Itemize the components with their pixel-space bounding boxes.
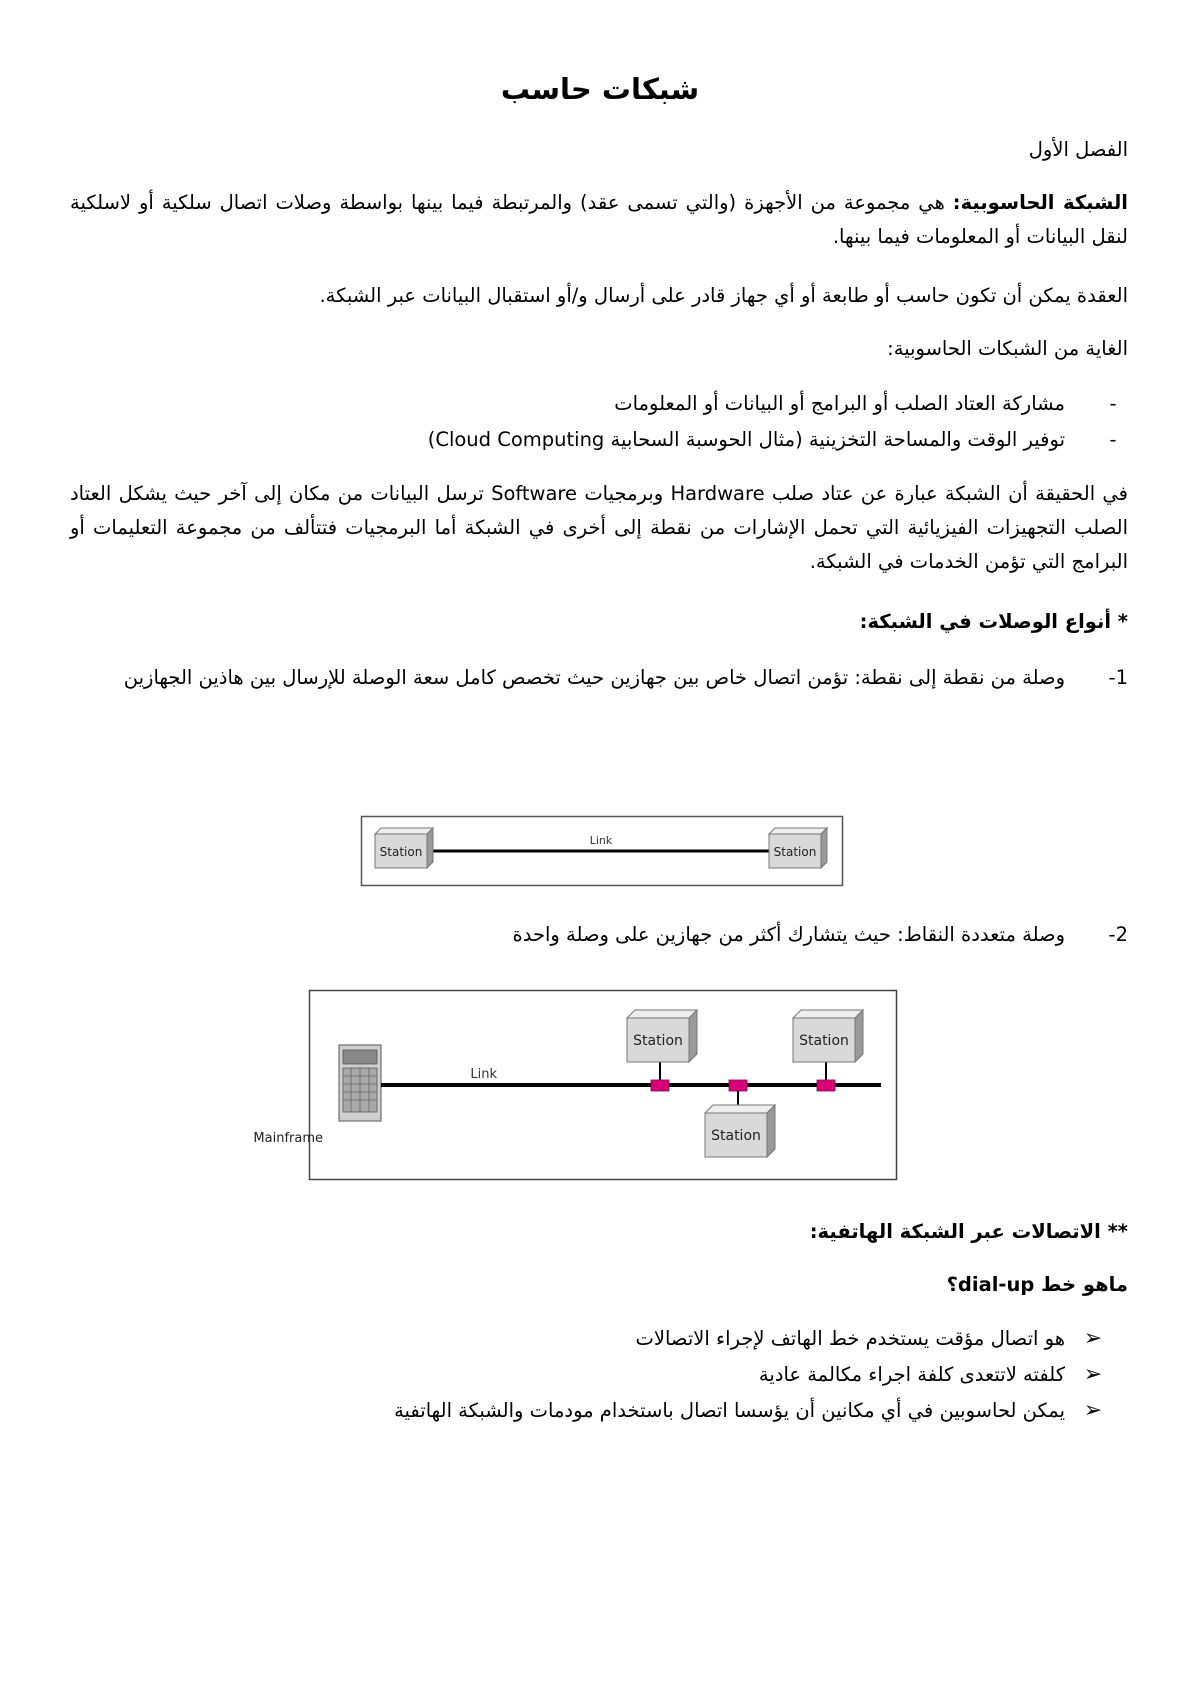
dialup-item <box>0 1358 1200 1392</box>
link-label: Link <box>589 834 613 847</box>
dialup-item <box>0 1322 1200 1356</box>
station-box <box>627 1010 697 1062</box>
tap-connector <box>729 1080 747 1091</box>
purpose-item <box>0 387 1200 421</box>
definition-paragraph <box>70 186 1128 254</box>
multipoint-diagram <box>253 990 897 1180</box>
telephone-heading: ** الاتصالات عبر الشبكة الهاتفية: <box>809 1220 1128 1243</box>
mainframe-label: Mainframe <box>253 1131 323 1146</box>
connection-item-text: وصلة متعددة النقاط: حيث يتشارك أكثر من جهازين على وصلة واحدة <box>512 923 1065 946</box>
node-paragraph: العقدة يمكن أن تكون حاسب أو طابعة أو أي جهاز قادر على أرسال و/أو استقبال البيانات عبر الشبكة. <box>319 284 1128 307</box>
purpose-item <box>0 423 1200 457</box>
page-title: شبكات حاسب <box>500 72 700 106</box>
arrow-bullet-icon: ➢ <box>1083 1362 1103 1387</box>
station-box <box>375 828 433 868</box>
mainframe-icon <box>339 1045 381 1121</box>
dialup-question: ماهو خط dial-up؟ <box>946 1273 1128 1296</box>
connection-item <box>0 918 1200 952</box>
connection-item <box>0 661 1200 731</box>
dialup-item-text: كلفته لاتتعدى كلفة اجراء مكالمة عادية <box>758 1363 1065 1386</box>
definition-term: الشبكة الحاسوبية: <box>952 191 1128 214</box>
dialup-item <box>0 1394 1200 1428</box>
station-label: Station <box>773 845 817 859</box>
station-label: Station <box>799 1033 849 1049</box>
tap-connector <box>817 1080 835 1091</box>
reality-paragraph: في الحقيقة أن الشبكة عبارة عن عتاد صلب Hardware وبرمجيات Software ترسل البيانات من مكان إلى آخر حيث يشكل العتاد الصلب التجهيزات الفيزيائية التي تحمل الإشارات من نقطة إلى أخرى في الشبكة أما البرمجيات فتتألف من مجموعة التعليمات أو البرامج التي تؤمن الخدمات في الشبكة. <box>70 482 1128 573</box>
link-label: Link <box>470 1067 497 1082</box>
purpose-heading: الغاية من الشبكات الحاسوبية: <box>887 337 1128 360</box>
arrow-bullet-icon: ➢ <box>1083 1398 1103 1423</box>
purpose-item-text: توفير الوقت والمساحة التخزينية (مثال الحوسبة السحابية Cloud Computing) <box>427 428 1065 451</box>
bullet-dash: - <box>1109 428 1117 451</box>
purpose-item-text: مشاركة العتاد الصلب أو البرامج أو البيانات أو المعلومات <box>614 392 1065 415</box>
station-label: Station <box>379 845 423 859</box>
chapter-label: الفصل الأول <box>1028 138 1128 161</box>
station-box <box>705 1105 775 1157</box>
station-label: Station <box>711 1128 761 1144</box>
station-box <box>769 828 827 868</box>
arrow-bullet-icon: ➢ <box>1083 1326 1103 1351</box>
dialup-item-text: يمكن لحاسوبين في أي مكانين أن يؤسسا اتصال باستخدام مودمات والشبكة الهاتفية <box>394 1399 1065 1422</box>
dialup-item-text: هو اتصال مؤقت يستخدم خط الهاتف لإجراء الاتصالات <box>635 1327 1065 1350</box>
connections-heading: * أنواع الوصلات في الشبكة: <box>859 610 1128 633</box>
item-number: -2 <box>1108 923 1128 946</box>
tap-connector <box>651 1080 669 1091</box>
station-box <box>793 1010 863 1062</box>
station-label: Station <box>633 1033 683 1049</box>
point-to-point-diagram <box>361 816 843 886</box>
definition-text: هي مجموعة من الأجهزة (والتي تسمى عقد) والمرتبطة فيما بينها بواسطة وصلات اتصال سلكية أو لاسلكية لنقل البيانات أو المعلومات فيما بينها. <box>70 191 1128 248</box>
connection-item-text: وصلة من نقطة إلى نقطة: تؤمن اتصال خاص بين جهازين حيث تخصص كامل سعة الوصلة للإرسال بين هاذين الجهازين <box>123 666 1065 689</box>
item-number: -1 <box>1108 666 1128 689</box>
bullet-dash: - <box>1109 392 1117 415</box>
